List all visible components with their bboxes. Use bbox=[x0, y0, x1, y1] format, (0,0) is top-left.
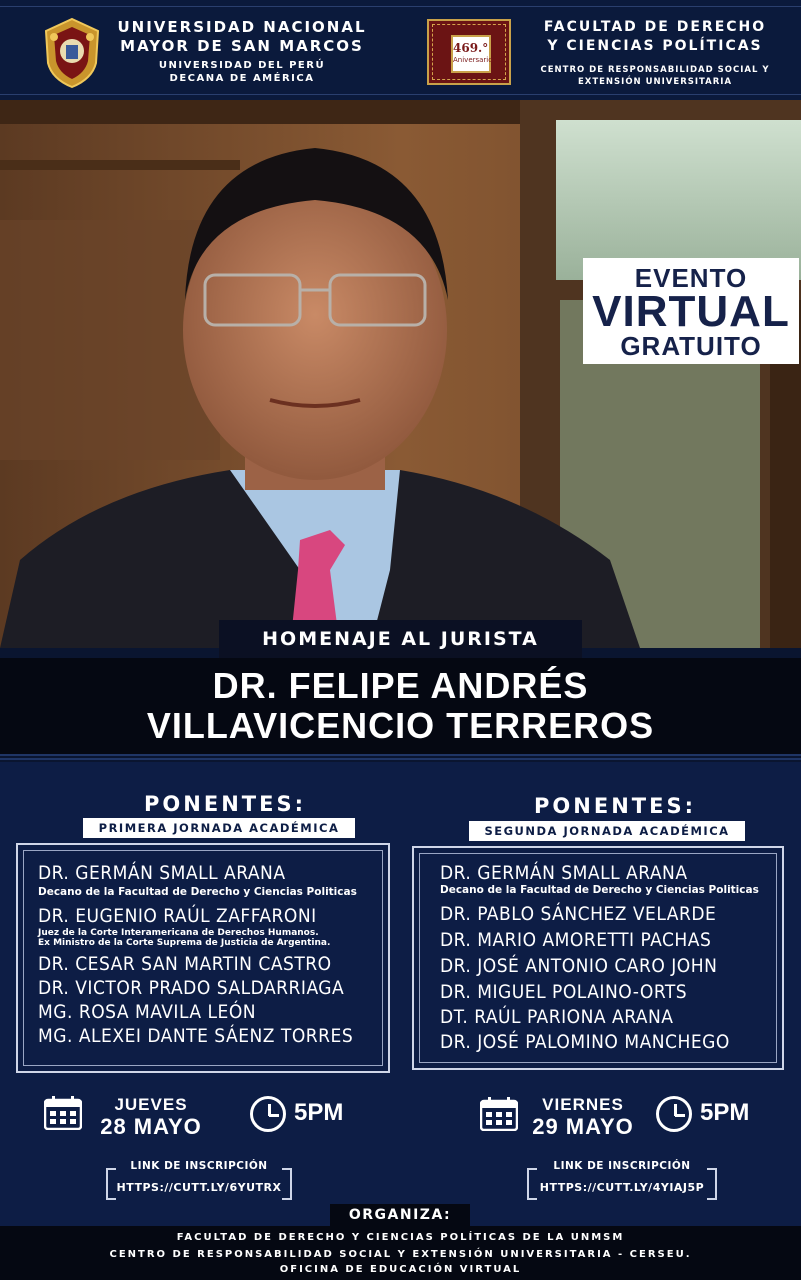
honoree-name-line-2: VILLAVICENCIO TERREROS bbox=[146, 705, 655, 746]
anniversary-word: Aniversario bbox=[453, 56, 493, 64]
footer-line-3: OFICINA DE EDUCACIÓN VIRTUAL bbox=[279, 1264, 522, 1275]
anniversary-logo bbox=[427, 19, 511, 85]
clock-icon bbox=[250, 1096, 286, 1132]
jornada-label-1: PRIMERA JORNADA ACADÉMICA bbox=[83, 818, 355, 838]
faculty-name-line-1: FACULTAD DE DERECHO bbox=[543, 19, 767, 35]
badge-line-2: VIRTUAL bbox=[592, 287, 790, 336]
anniversary-number: 469.° bbox=[453, 41, 489, 55]
honoree-name-line-1: DR. FELIPE ANDRÉS bbox=[212, 665, 589, 706]
speaker-2-4: DR. JOSÉ ANTONIO CARO JOHN bbox=[440, 955, 718, 977]
speaker-1-6: MG. ALEXEI DANTE SÁENZ TORRES bbox=[38, 1025, 354, 1047]
registration-link-1[interactable] bbox=[106, 1160, 292, 1200]
event-day-2: VIERNES bbox=[542, 1095, 624, 1114]
speaker-2-1: DR. GERMÁN SMALL ARANA bbox=[440, 862, 688, 884]
speakers-heading-1: PONENTES: bbox=[144, 792, 306, 816]
organizer-tag: ORGANIZA: bbox=[330, 1204, 470, 1226]
clock-icon bbox=[656, 1096, 692, 1132]
portrait-illustration bbox=[0, 100, 801, 648]
university-name-line-2: MAYOR DE SAN MARCOS bbox=[120, 37, 364, 55]
speaker-2-1-role: Decano de la Facultad de Derecho y Ciencias Politicas bbox=[440, 884, 759, 896]
speaker-1-2-role-1: Juez de la Corte Interamericana de Derechos Humanos. bbox=[38, 928, 319, 938]
calendar-icon bbox=[480, 1097, 518, 1131]
registration-link-url-2[interactable]: HTTPS://CUTT.LY/4YIAJ5P bbox=[539, 1181, 705, 1194]
header-bar bbox=[0, 0, 801, 100]
faculty-subtitle-line-2: EXTENSIÓN UNIVERSITARIA bbox=[577, 77, 733, 87]
header-top-rule bbox=[0, 6, 801, 7]
calendar-icon bbox=[44, 1096, 82, 1130]
university-name-line-1: UNIVERSIDAD NACIONAL bbox=[117, 18, 367, 36]
faculty-name-line-2: Y CIENCIAS POLÍTICAS bbox=[547, 38, 763, 54]
university-crest-icon bbox=[42, 17, 102, 89]
speaker-1-1: DR. GERMÁN SMALL ARANA bbox=[38, 862, 286, 884]
speakers-heading-2: PONENTES: bbox=[534, 794, 696, 818]
speaker-1-2: DR. EUGENIO RAÚL ZAFFARONI bbox=[38, 905, 317, 927]
event-date-text-2: 29 MAYO bbox=[532, 1114, 634, 1139]
speaker-1-3: DR. CESAR SAN MARTIN CASTRO bbox=[38, 953, 332, 975]
faculty-name-block bbox=[514, 18, 796, 88]
registration-link-title-2: LINK DE INSCRIPCIÓN bbox=[553, 1160, 691, 1172]
university-name-block bbox=[108, 18, 376, 85]
speaker-2-6: DT. RAÚL PARIONA ARANA bbox=[440, 1006, 674, 1028]
event-date-1 bbox=[88, 1094, 214, 1138]
university-subtitle-line-2: DECANA DE AMÉRICA bbox=[169, 73, 315, 84]
speaker-1-5: MG. ROSA MAVILA LEÓN bbox=[38, 1001, 257, 1023]
event-time-2: 5PM bbox=[700, 1099, 750, 1126]
speaker-2-7: DR. JOSÉ PALOMINO MANCHEGO bbox=[440, 1031, 730, 1053]
registration-link-title-1: LINK DE INSCRIPCIÓN bbox=[130, 1160, 268, 1172]
speaker-1-2-role-2: Ex Ministro de la Corte Suprema de Justicia de Argentina. bbox=[38, 938, 331, 948]
event-date-text-1: 28 MAYO bbox=[100, 1114, 202, 1139]
speaker-1-4: DR. VICTOR PRADO SALDARRIAGA bbox=[38, 977, 345, 999]
divider-stripe-1 bbox=[0, 754, 801, 756]
speaker-2-3: DR. MARIO AMORETTI PACHAS bbox=[440, 929, 712, 951]
divider-stripe-2 bbox=[0, 758, 801, 760]
speaker-2-2: DR. PABLO SÁNCHEZ VELARDE bbox=[440, 903, 717, 925]
event-date-2 bbox=[520, 1094, 646, 1138]
registration-link-url-1[interactable]: HTTPS://CUTT.LY/6YUTRX bbox=[116, 1181, 282, 1194]
footer-line-1: FACULTAD DE DERECHO Y CIENCIAS POLÍTICAS DE LA UNMSM bbox=[176, 1232, 625, 1243]
footer-organizers bbox=[0, 1226, 801, 1280]
faculty-subtitle-line-1: CENTRO DE RESPONSABILIDAD SOCIAL Y bbox=[540, 65, 770, 75]
badge-line-3: GRATUITO bbox=[620, 331, 762, 361]
jornada-label-2: SEGUNDA JORNADA ACADÉMICA bbox=[469, 821, 745, 841]
event-time-1: 5PM bbox=[294, 1099, 344, 1126]
speaker-1-1-role: Decano de la Facultad de Derecho y Ciencias Politicas bbox=[38, 886, 357, 898]
speaker-2-5: DR. MIGUEL POLAINO-ORTS bbox=[440, 981, 688, 1003]
registration-link-2[interactable] bbox=[527, 1160, 717, 1200]
virtual-event-badge bbox=[583, 258, 799, 364]
honoree-name-band bbox=[0, 658, 801, 754]
tribute-tag: HOMENAJE AL JURISTA bbox=[219, 620, 582, 658]
footer-line-2: CENTRO DE RESPONSABILIDAD SOCIAL Y EXTENSIÓN UNIVERSITARIA - CERSEU. bbox=[109, 1249, 692, 1260]
portrait-photo bbox=[0, 100, 801, 648]
badge-line-1: EVENTO bbox=[634, 263, 748, 293]
header-bottom-rule bbox=[0, 94, 801, 95]
university-subtitle-line-1: UNIVERSIDAD DEL PERÚ bbox=[158, 60, 326, 71]
event-day-1: JUEVES bbox=[114, 1095, 188, 1114]
